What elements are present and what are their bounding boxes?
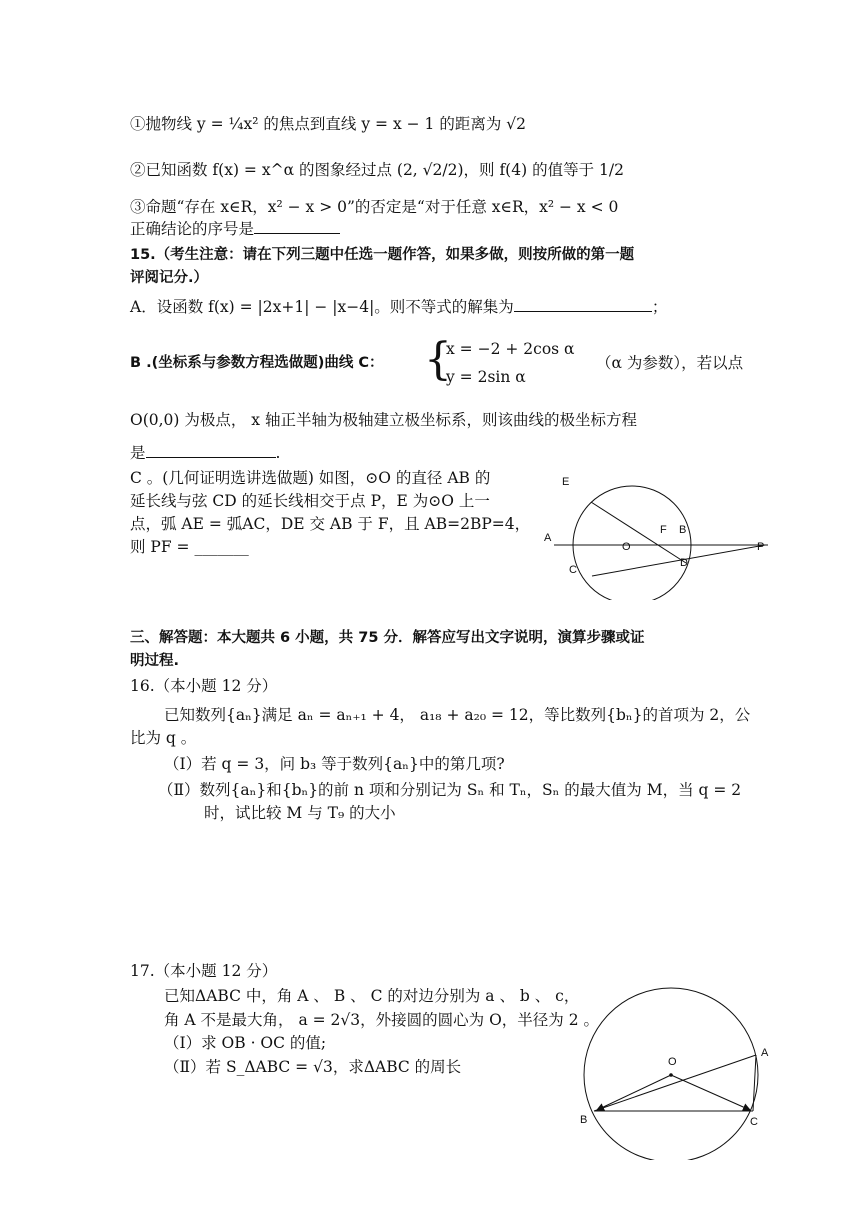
q15-part-a bbox=[130, 297, 667, 317]
statement-1: ①抛物线 y = ¼x² 的焦点到直线 y = x − 1 的距离为 √2 bbox=[130, 115, 526, 133]
q15-circle bbox=[573, 486, 691, 600]
q17-label-b: B bbox=[580, 1114, 588, 1126]
q15-part-a-blank[interactable] bbox=[514, 297, 652, 312]
q16-line1: 已知数列{aₙ}满足 aₙ = aₙ₊₁ + 4， a₁₈ + a₂₀ = 12，等比数列{bₙ}的首项为 2，公 bbox=[164, 706, 751, 724]
q17-vector-ob bbox=[597, 1075, 671, 1110]
q17-label-o: O bbox=[668, 1056, 677, 1068]
q15-eq-x: x = −2 + 2cos α bbox=[446, 340, 575, 358]
answer-prompt bbox=[130, 219, 340, 239]
section-3-heading-cont: 明过程. bbox=[130, 653, 180, 669]
q16-heading: 16.（本小题 12 分） bbox=[130, 677, 278, 695]
q17-heading: 17.（本小题 12 分） bbox=[130, 962, 278, 980]
q15-circle-figure bbox=[536, 470, 776, 600]
q15-label-o: O bbox=[622, 541, 631, 553]
q15-part-c-line4: 则 PF = _______ bbox=[130, 538, 249, 556]
statement-2: ②已知函数 f(x) = x^α 的图象经过点 (2, √2/2)，则 f(4) 的值等于 1/2 bbox=[130, 161, 624, 179]
q17-side-ac bbox=[753, 1055, 756, 1111]
answer-prompt-label: 正确结论的序号是 bbox=[130, 220, 255, 238]
q17-vector-oc bbox=[671, 1075, 750, 1110]
q17-line1: 已知ΔABC 中，角 A 、 B 、 C 的对边分别为 a 、 b 、 c， bbox=[164, 987, 580, 1005]
q15-label-e: E bbox=[562, 476, 570, 488]
q16-part-1: （Ⅰ）若 q = 3，问 b₃ 等于数列{aₙ}中的第几项? bbox=[164, 755, 505, 773]
q15-label-d: D bbox=[680, 557, 688, 569]
q15-part-b-line3 bbox=[130, 443, 280, 463]
q15-part-b-label: B .(坐标系与参数方程选做题)曲线 C： bbox=[130, 355, 384, 371]
q15-brace: { bbox=[424, 334, 452, 385]
q16-line2: 比为 q 。 bbox=[130, 729, 197, 747]
q15-part-c-line2: 延长线与弦 CD 的延长线相交于点 P，E 为⊙O 上一 bbox=[130, 492, 490, 510]
q15-label-a: A bbox=[544, 532, 552, 544]
q15-part-b-tail: （α 为参数），若以点 bbox=[596, 354, 744, 372]
answer-blank[interactable] bbox=[254, 219, 340, 234]
q15-eq-y: y = 2sin α bbox=[446, 368, 526, 386]
statement-3: ③命题“存在 x∈R，x² − x > 0”的否定是“对于任意 x∈R，x² − x < 0 bbox=[130, 198, 619, 216]
section-3-heading: 三、解答题：本大题共 6 小题，共 75 分．解答应写出文字说明，演算步骤或证 bbox=[130, 630, 645, 646]
q17-part-1: （Ⅰ）求 OB · OC 的值; bbox=[164, 1034, 327, 1052]
q17-line2: 角 A 不是最大角， a = 2√3，外接圆的圆心为 O，半径为 2 。 bbox=[164, 1011, 600, 1029]
q16-part-2-cont: 时，试比较 M 与 T₉ 的大小 bbox=[204, 804, 396, 822]
q15-line-cp bbox=[592, 545, 765, 576]
q17-center-dot bbox=[669, 1073, 673, 1077]
q16-part-2: （Ⅱ）数列{aₙ}和{bₙ}的前 n 项和分别记为 Sₙ 和 Tₙ，Sₙ 的最大值为 M，当 q = 2 bbox=[158, 781, 742, 799]
q17-part-2: （Ⅱ）若 S_ΔABC = √3，求ΔABC 的周长 bbox=[164, 1058, 462, 1076]
q17-label-a: A bbox=[761, 1047, 769, 1059]
q15-part-b-blank[interactable] bbox=[146, 443, 276, 458]
q15-label-p: P bbox=[757, 541, 765, 553]
q17-triangle-figure bbox=[576, 980, 776, 1160]
q15-part-b-dot: . bbox=[275, 444, 281, 462]
q15-part-a-end: ； bbox=[651, 298, 668, 316]
q15-heading-cont: 评阅记分.） bbox=[130, 270, 209, 286]
q15-part-c-line1: C 。(几何证明选讲选做题) 如图，⊙O 的直径 AB 的 bbox=[130, 469, 491, 487]
q15-label-f: F bbox=[660, 524, 667, 536]
q15-label-c: C bbox=[569, 564, 577, 576]
q15-heading: 15.（考生注意：请在下列三题中任选一题作答，如果多做，则按所做的第一题 bbox=[130, 247, 635, 263]
q15-part-b-line2: O(0,0) 为极点， x 轴正半轴为极轴建立极坐标系，则该曲线的极坐标方程 bbox=[130, 411, 637, 429]
q15-part-c-line3: 点，弧 AE = 弧AC，DE 交 AB 于 F，且 AB=2BP=4， bbox=[130, 515, 531, 533]
q15-part-a-text: A．设函数 f(x) = |2x+1| − |x−4|。则不等式的解集为 bbox=[130, 298, 514, 316]
q15-label-b: B bbox=[679, 524, 687, 536]
q17-label-c: C bbox=[750, 1116, 758, 1128]
q15-line-ed bbox=[591, 502, 686, 563]
q15-part-b-prefix: 是 bbox=[130, 444, 146, 462]
